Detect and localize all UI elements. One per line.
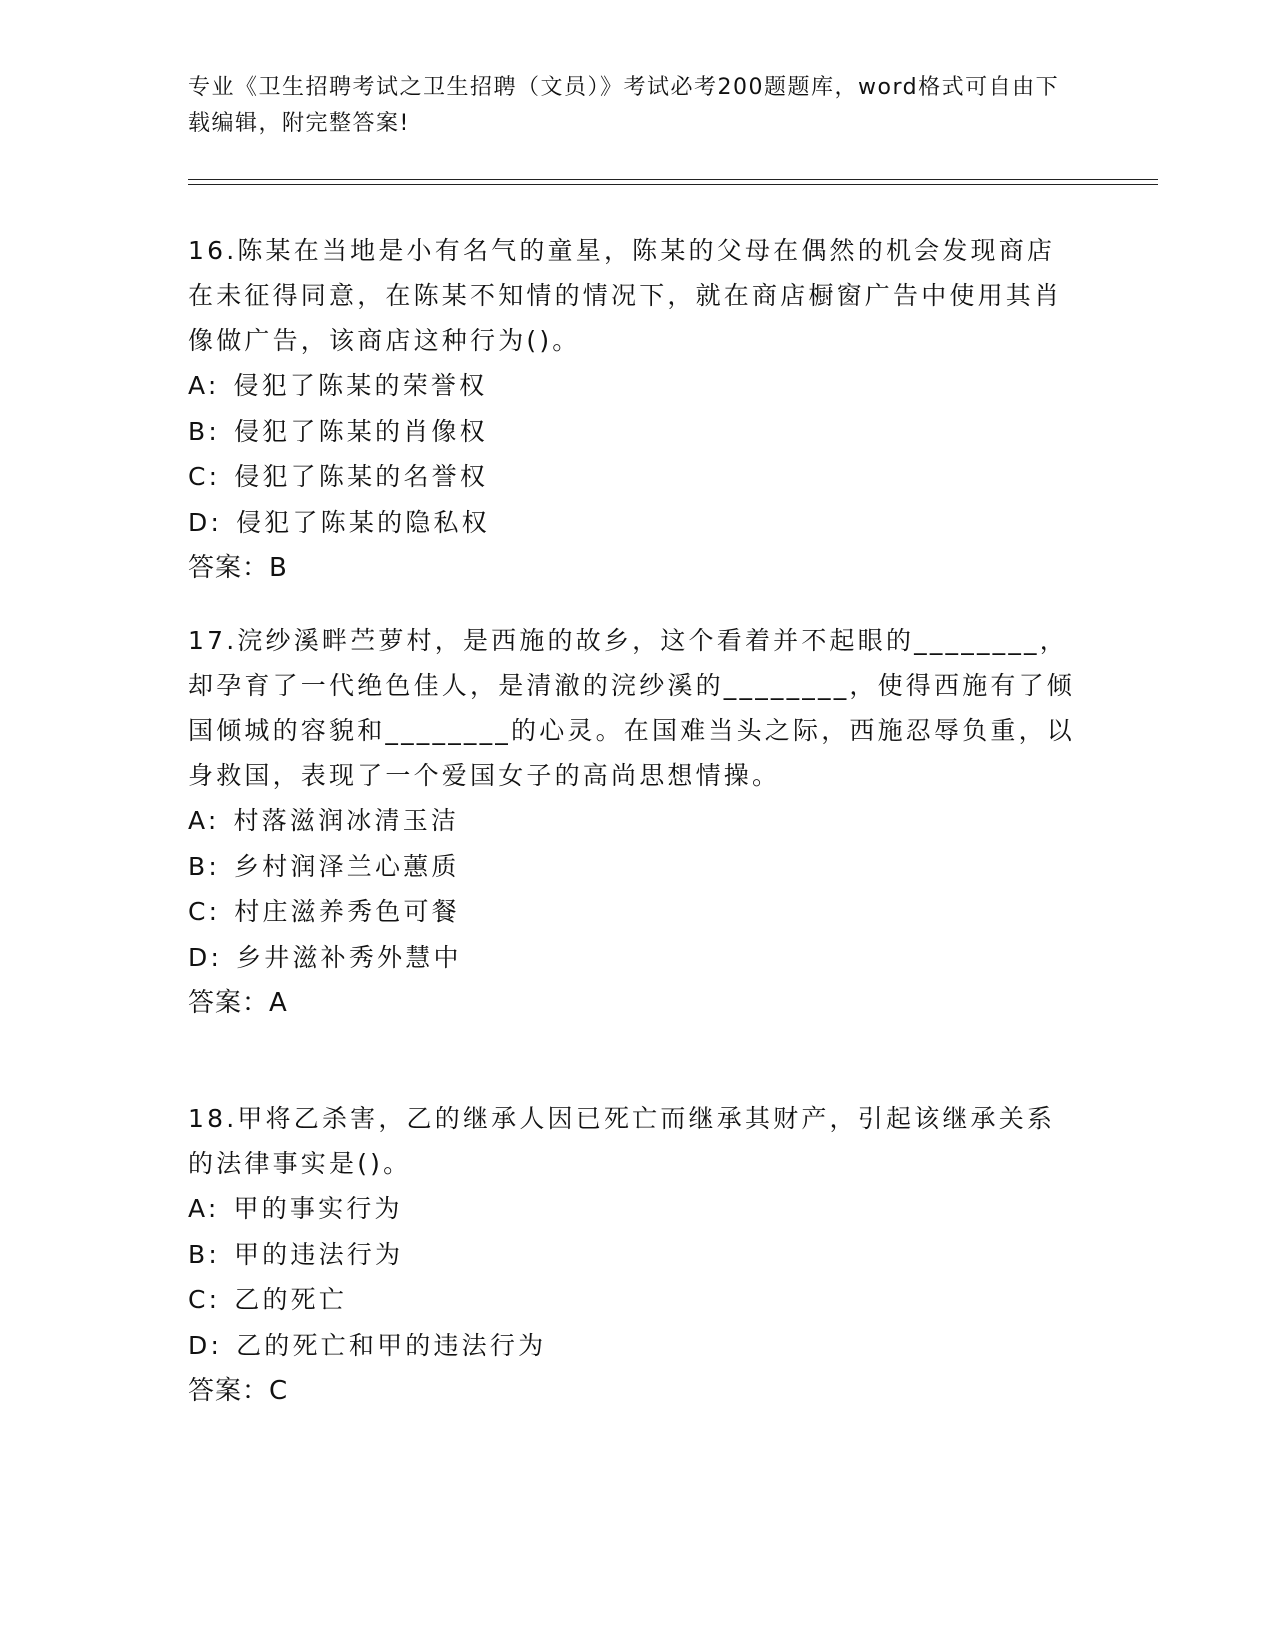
answer-label: 答案： xyxy=(188,988,270,1018)
header-divider-bottom xyxy=(188,184,1158,185)
option-text: 乙的死亡和甲的违法行为 xyxy=(236,1330,547,1360)
option-text: 乡井滋补秀外慧中 xyxy=(236,942,462,972)
question-18 xyxy=(188,1096,1078,1414)
option-text: 村落滋润冰清玉洁 xyxy=(233,806,460,835)
option-a xyxy=(188,798,1078,844)
option-d xyxy=(188,500,1078,546)
option-text: 侵犯了陈某的名誉权 xyxy=(234,462,489,491)
option-text: 甲的违法行为 xyxy=(233,1239,404,1269)
question-text: 17.浣纱溪畔苎萝村，是西施的故乡，这个看着并不起眼的________，却孕育了一代绝色佳人，是清澈的浣纱溪的________，使得西施有了倾国倾城的容貌和________的心灵。在国难当头之际，西施忍辱负重，以身救国，表现了一个爱国女子的高尚思想情操。 xyxy=(188,626,1076,790)
document-header: 专业《卫生招聘考试之卫生招聘（文员）》考试必考200题题库，word格式可自由下载编辑，附完整答案! xyxy=(188,75,1060,136)
answer-value: B xyxy=(269,553,288,583)
option-text: 侵犯了陈某的肖像权 xyxy=(233,416,488,446)
option-key: B: xyxy=(188,1239,220,1269)
option-key: C: xyxy=(188,897,221,926)
option-text: 侵犯了陈某的荣誉权 xyxy=(233,371,488,400)
answer-label: 答案： xyxy=(188,553,270,583)
option-key: D: xyxy=(188,942,223,972)
option-c xyxy=(188,889,1078,935)
option-text: 乡村润泽兰心蕙质 xyxy=(233,851,460,881)
question-text: 16.陈某在当地是小有名气的童星，陈某的父母在偶然的机会发现商店在未征得同意，在陈某不知情的情况下，就在商店橱窗广告中使用其肖像做广告，该商店这种行为()。 xyxy=(188,236,1063,355)
option-b xyxy=(188,1232,1078,1278)
option-text: 乙的死亡 xyxy=(234,1285,348,1314)
option-c xyxy=(188,454,1078,500)
option-a xyxy=(188,1186,1078,1232)
question-17 xyxy=(188,618,1078,1026)
answer-value: C xyxy=(269,1376,289,1406)
header-divider-top xyxy=(188,179,1158,180)
option-c xyxy=(188,1277,1078,1323)
option-d xyxy=(188,1323,1078,1369)
question-16 xyxy=(188,228,1078,591)
option-key: A: xyxy=(188,1194,220,1223)
option-key: C: xyxy=(188,462,221,491)
option-a xyxy=(188,363,1078,409)
answer-line xyxy=(188,980,1078,1026)
option-key: A: xyxy=(188,371,220,400)
option-b xyxy=(188,844,1078,890)
option-key: C: xyxy=(188,1285,221,1314)
answer-value: A xyxy=(269,988,288,1018)
answer-line xyxy=(188,545,1078,591)
answer-line xyxy=(188,1368,1078,1414)
option-b xyxy=(188,409,1078,455)
option-key: D: xyxy=(188,507,223,537)
option-key: B: xyxy=(188,416,220,446)
question-text: 18.甲将乙杀害，乙的继承人因已死亡而继承其财产，引起该继承关系的法律事实是()。 xyxy=(188,1104,1056,1178)
option-d xyxy=(188,935,1078,981)
answer-label: 答案： xyxy=(188,1376,270,1406)
option-key: B: xyxy=(188,851,220,881)
option-key: A: xyxy=(188,806,220,835)
option-text: 村庄滋养秀色可餐 xyxy=(234,897,460,926)
option-key: D: xyxy=(188,1330,223,1360)
option-text: 甲的事实行为 xyxy=(233,1194,403,1223)
option-text: 侵犯了陈某的隐私权 xyxy=(236,507,490,537)
